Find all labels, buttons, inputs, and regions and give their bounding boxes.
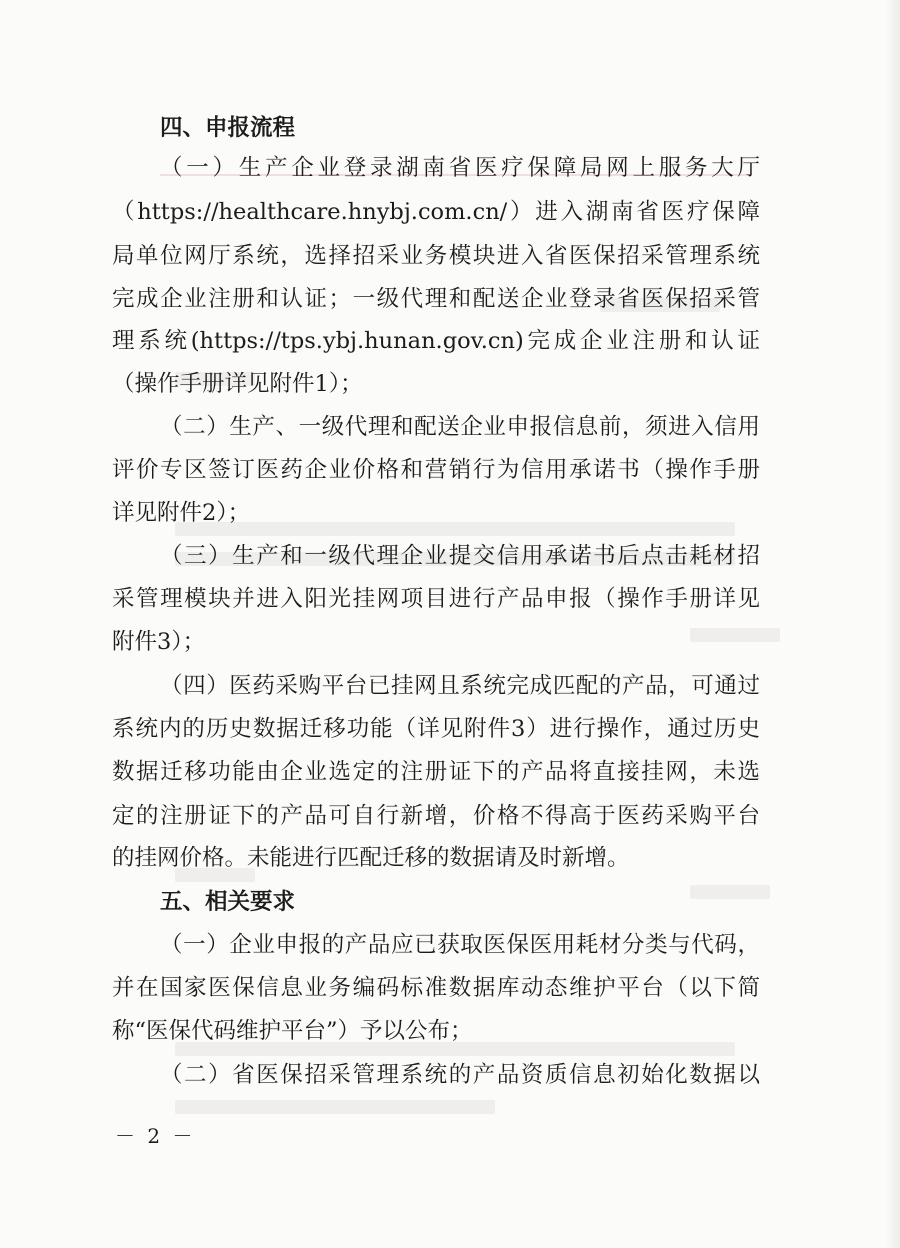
- paragraph-line: （一）企业申报的产品应已获取医保医用耗材分类与代码，: [160, 932, 760, 958]
- paragraph-line: 数据迁移功能由企业选定的注册证下的产品将直接挂网，未选: [112, 759, 760, 785]
- paragraph-line: （操作手册详见附件1）；: [112, 371, 363, 397]
- paragraph-line: （https://healthcare.hnybj.com.cn/）进入湖南省医疗保障: [112, 199, 760, 225]
- paragraph-line: （二）省医保招采管理系统的产品资质信息初始化数据以: [160, 1062, 760, 1088]
- section-heading-5: 五、相关要求: [160, 889, 296, 915]
- paragraph-line: （四）医药采购平台已挂网且系统完成匹配的产品，可通过: [160, 673, 760, 699]
- paragraph-line: 详见附件2）；: [112, 500, 251, 526]
- paragraph-line: 并在国家医保信息业务编码标准数据库动态维护平台（以下简: [112, 975, 760, 1001]
- paragraph-line: 评价专区签订医药企业价格和营销行为信用承诺书（操作手册: [112, 457, 760, 483]
- paragraph-line: 系统内的历史数据迁移功能（详见附件3）进行操作，通过历史: [112, 716, 760, 742]
- paragraph-line: （三）生产和一级代理企业提交信用承诺书后点击耗材招: [160, 543, 760, 569]
- bleed-through-mark: [175, 1100, 495, 1114]
- paragraph-line: 称“医保代码维护平台”）予以公布；: [112, 1018, 473, 1044]
- paragraph-line: 局单位网厅系统，选择招采业务模块进入省医保招采管理系统: [112, 243, 760, 269]
- paragraph-line: （一）生产企业登录湖南省医疗保障局网上服务大厅: [160, 155, 760, 181]
- paragraph-line: 采管理模块并进入阳光挂网项目进行产品申报（操作手册详见: [112, 586, 760, 612]
- paragraph-line: 理系统(https://tps.ybj.hunan.gov.cn)完成企业注册和认证: [112, 328, 760, 354]
- page-edge-shadow: [886, 0, 900, 1248]
- section-heading-4: 四、申报流程: [160, 115, 296, 141]
- page-number: － 2 －: [115, 1124, 196, 1148]
- paragraph-line: 附件3）；: [112, 629, 206, 655]
- bleed-through-mark: [690, 885, 770, 899]
- paragraph-line: 的挂网价格。未能进行匹配迁移的数据请及时新增。: [112, 845, 630, 871]
- paragraph-line: （二）生产、一级代理和配送企业申报信息前，须进入信用: [160, 414, 760, 440]
- paragraph-line: 定的注册证下的产品可自行新增，价格不得高于医药采购平台: [112, 803, 760, 829]
- paragraph-line: 完成企业注册和认证；一级代理和配送企业登录省医保招采管: [112, 286, 760, 312]
